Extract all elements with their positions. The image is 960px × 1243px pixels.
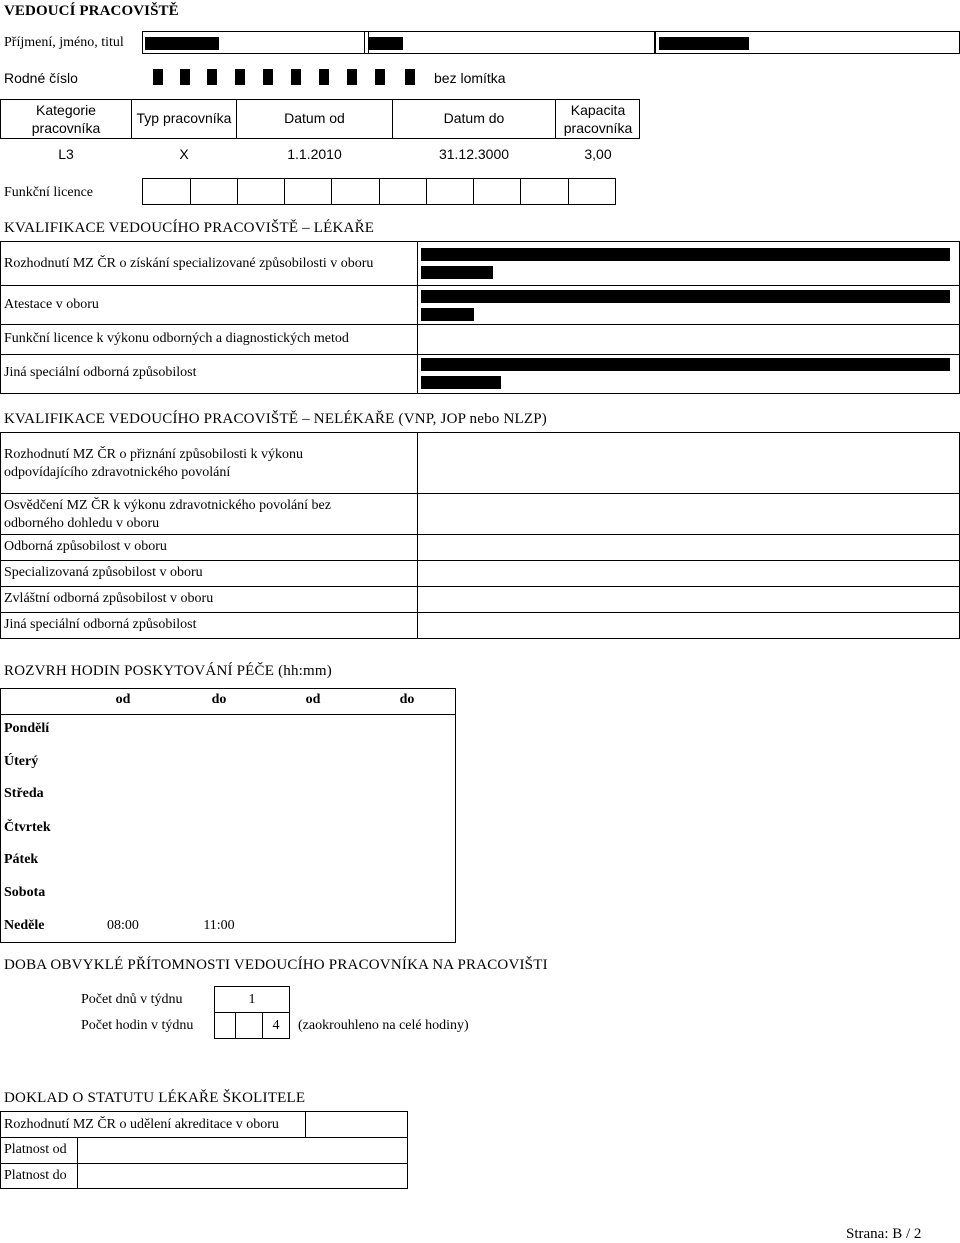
schedule-title: ROZVRH HODIN POSKYTOVÁNÍ PÉČE (hh:mm): [4, 663, 332, 679]
qual-nondoctor-row-special: Zvláštní odborná způsobilost v oboru: [4, 591, 214, 606]
col-date-from: Datum od: [284, 110, 345, 126]
schedule-day: Úterý: [4, 754, 39, 769]
schedule-day: Pátek: [4, 852, 39, 867]
firstname-field[interactable]: [364, 31, 655, 54]
surname-field[interactable]: [142, 31, 369, 54]
schedule-table: [0, 688, 456, 943]
col-capacity: Kapacita pracovníka: [563, 102, 633, 136]
schedule-col-from-2: od: [305, 692, 321, 707]
col-date-to: Datum do: [443, 110, 505, 126]
cell-date-from: 1.1.2010: [287, 146, 342, 162]
page-number: Strana: B / 2: [846, 1226, 922, 1242]
qual-nondoctor-row-professional: Odborná způsobilost v oboru: [4, 539, 167, 554]
schedule-day: Neděle: [4, 918, 45, 933]
qual-nondoctor-title: KVALIFIKACE VEDOUCÍHO PRACOVIŠTĚ – NELÉKAŘE (VNP, JOP nebo NLZP): [4, 411, 547, 427]
hours-per-week-field[interactable]: [214, 1012, 290, 1039]
functional-licence-label: Funkční licence: [4, 185, 94, 200]
redaction: [145, 37, 219, 50]
redaction: [421, 248, 950, 261]
schedule-time: 08:00: [107, 918, 139, 933]
functional-licence-field[interactable]: [142, 178, 616, 205]
redaction: [421, 376, 501, 389]
title-field[interactable]: [655, 31, 960, 54]
name-label: Příjmení, jméno, titul: [4, 35, 124, 50]
qual-nondoctor-row-decision: Rozhodnutí MZ ČR o přiznání způsobilosti k výkonu odpovídajícího zdravotnického povolání: [4, 447, 304, 480]
qual-doctor-row-specialization: Rozhodnutí MZ ČR o získání specializované způsobilosti v oboru: [4, 256, 374, 271]
qual-doctor-table: [0, 241, 960, 394]
schedule-time: 11:00: [203, 918, 235, 933]
schedule-col-from-1: od: [115, 692, 131, 707]
cell-category: L3: [58, 146, 74, 162]
redaction: [659, 37, 749, 50]
birth-number-field[interactable]: [150, 69, 420, 85]
schedule-col-to-1: do: [211, 692, 227, 707]
employee-table: [0, 99, 640, 167]
qual-nondoctor-row-specialized: Specializovaná způsobilost v oboru: [4, 565, 203, 580]
schedule-day: Čtvrtek: [4, 820, 51, 835]
redaction: [421, 290, 950, 303]
col-category: Kategorie pracovníka: [31, 102, 101, 136]
days-per-week-label: Počet dnů v týdnu: [81, 992, 183, 1007]
trainer-row-valid-to: Platnost do: [4, 1168, 67, 1183]
redaction: [421, 358, 950, 371]
schedule-day: Pondělí: [4, 721, 50, 736]
hours-per-week-label: Počet hodin v týdnu: [81, 1018, 194, 1033]
qual-doctor-row-licence: Funkční licence k výkonu odborných a diagnostických metod: [4, 331, 349, 346]
qual-doctor-row-other: Jiná speciální odborná způsobilost: [4, 365, 197, 380]
qual-nondoctor-row-other: Jiná speciální odborná způsobilost: [4, 617, 197, 632]
trainer-title: DOKLAD O STATUTU LÉKAŘE ŠKOLITELE: [4, 1090, 306, 1106]
col-type: Typ pracovníka: [136, 110, 232, 126]
cell-type: X: [179, 146, 189, 162]
qual-nondoctor-row-certificate: Osvědčení MZ ČR k výkonu zdravotnického povolání bez odborného dohledu v oboru: [4, 498, 331, 531]
qual-doctor-row-attestation: Atestace v oboru: [4, 297, 99, 312]
cell-capacity: 3,00: [584, 146, 612, 162]
days-per-week-value: 1: [248, 992, 256, 1007]
schedule-col-to-2: do: [399, 692, 415, 707]
schedule-day: Středa: [4, 786, 44, 801]
redaction: [421, 266, 493, 279]
hours-note: (zaokrouhleno na celé hodiny): [298, 1018, 469, 1033]
hours-per-week-value: 4: [272, 1018, 280, 1033]
birth-number-suffix: bez lomítka: [434, 70, 506, 86]
schedule-day: Sobota: [4, 885, 46, 900]
trainer-row-accreditation: Rozhodnutí MZ ČR o udělení akreditace v oboru: [4, 1117, 279, 1132]
qual-doctor-title: KVALIFIKACE VEDOUCÍHO PRACOVIŠTĚ – LÉKAŘE: [4, 220, 375, 236]
redaction: [369, 37, 403, 50]
birth-number-label: Rodné číslo: [4, 70, 78, 86]
trainer-row-valid-from: Platnost od: [4, 1142, 67, 1157]
presence-title: DOBA OBVYKLÉ PŘÍTOMNOSTI VEDOUCÍHO PRACOVNÍKA NA PRACOVIŠTI: [4, 957, 548, 973]
redaction: [421, 308, 474, 321]
qual-nondoctor-table: [0, 432, 960, 639]
trainer-table: [0, 1111, 408, 1189]
cell-date-to: 31.12.3000: [438, 146, 510, 162]
days-per-week-field[interactable]: [214, 986, 290, 1013]
page-title: VEDOUCÍ PRACOVIŠTĚ: [4, 3, 179, 19]
